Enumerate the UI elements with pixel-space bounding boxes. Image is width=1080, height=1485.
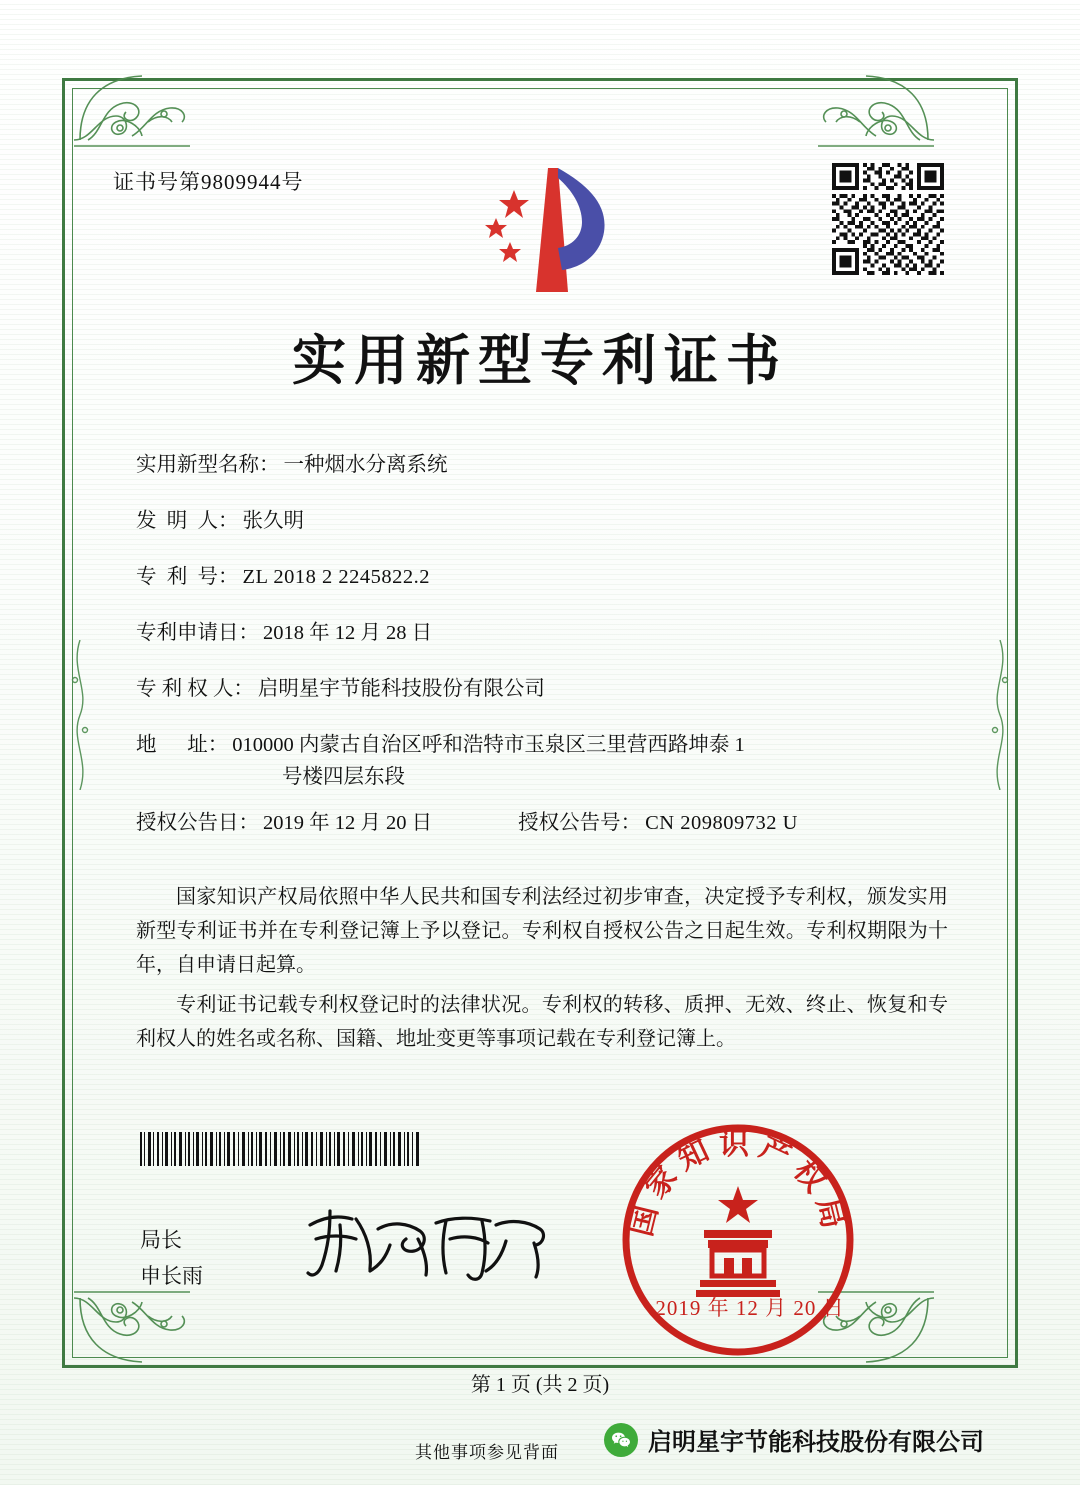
certificate-number: 证书号第9809944号: [113, 170, 304, 194]
field-row-address: [136, 730, 936, 792]
side-vine-ornament-icon: [66, 640, 94, 790]
grant-number-value: CN 209809732 U: [645, 812, 798, 834]
field-row-name: [136, 450, 936, 480]
qr-code-icon: [832, 163, 944, 275]
field-row-patent-number: [136, 562, 936, 592]
wechat-watermark: [604, 1422, 984, 1457]
svg-text:国家知识产权局: 国家知识产权局: [623, 1127, 853, 1240]
legal-paragraph-2: 专利证书记载专利权登记时的法律状况。专利权的转移、质押、无效、终止、恢复和专利权人的姓名或名称、国籍、地址变更等事项记载在专利登记簿上。: [136, 994, 948, 1050]
wechat-account-name: 启明星宇节能科技股份有限公司: [648, 1428, 984, 1456]
field-row-patentee: [136, 674, 936, 704]
cnipa-logo-icon: [440, 160, 640, 300]
legal-text-block: [136, 880, 948, 1062]
back-side-note: 其他事项参见背面: [415, 1443, 559, 1462]
wechat-icon: [604, 1423, 638, 1457]
field-value: 一种烟水分离系统: [283, 454, 448, 476]
field-label: 发 明 人：: [136, 510, 239, 532]
field-value: 张久明: [242, 510, 304, 532]
director-title-label: 局长: [140, 1228, 182, 1252]
grant-date-label: 授权公告日：: [136, 812, 259, 834]
barcode-icon: [140, 1132, 420, 1166]
field-row-grant: [136, 808, 936, 838]
page-title: 实用新型专利证书: [292, 328, 788, 392]
field-label: 专 利 权 人：: [136, 678, 254, 700]
corner-ornament-icon: [72, 70, 192, 148]
field-row-application-date: [136, 618, 936, 648]
field-label: 地 址：: [136, 734, 229, 756]
corner-ornament-icon: [72, 1290, 192, 1368]
address-line-2: 号楼四层东段: [282, 766, 405, 788]
field-row-inventor: [136, 506, 936, 536]
field-value: 启明星宇节能科技股份有限公司: [257, 678, 545, 700]
legal-paragraph-1: 国家知识产权局依照中华人民共和国专利法经过初步审查，决定授予专利权，颁发实用新型专利证书并在专利登记簿上予以登记。专利权自授权公告之日起生效。专利权期限为十年，自申请日起算。: [136, 886, 948, 976]
signature-labels: [140, 1222, 203, 1294]
official-seal: [616, 1118, 860, 1362]
grant-number-label: 授权公告号：: [518, 812, 642, 834]
handwritten-signature: [300, 1195, 550, 1285]
corner-ornament-icon: [816, 70, 936, 148]
field-list: [136, 450, 936, 864]
address-line-1: 010000 内蒙古自治区呼和浩特市玉泉区三里营西路坤泰 1: [232, 734, 745, 756]
field-label: 专利申请日：: [136, 622, 259, 644]
field-label: 专 利 号：: [136, 566, 239, 588]
director-name-label: 申长雨: [140, 1264, 203, 1288]
grant-date-value: 2019 年 12 月 20 日: [263, 812, 433, 834]
page-number: 第 1 页 (共 2 页): [470, 1374, 610, 1396]
field-label: 实用新型名称：: [136, 454, 280, 476]
seal-date: 2019 年 12 月 20 日: [655, 1296, 845, 1320]
field-value: ZL 2018 2 2245822.2: [242, 566, 431, 588]
field-value: 2018 年 12 月 28 日: [263, 622, 433, 644]
side-vine-ornament-icon: [986, 640, 1014, 790]
